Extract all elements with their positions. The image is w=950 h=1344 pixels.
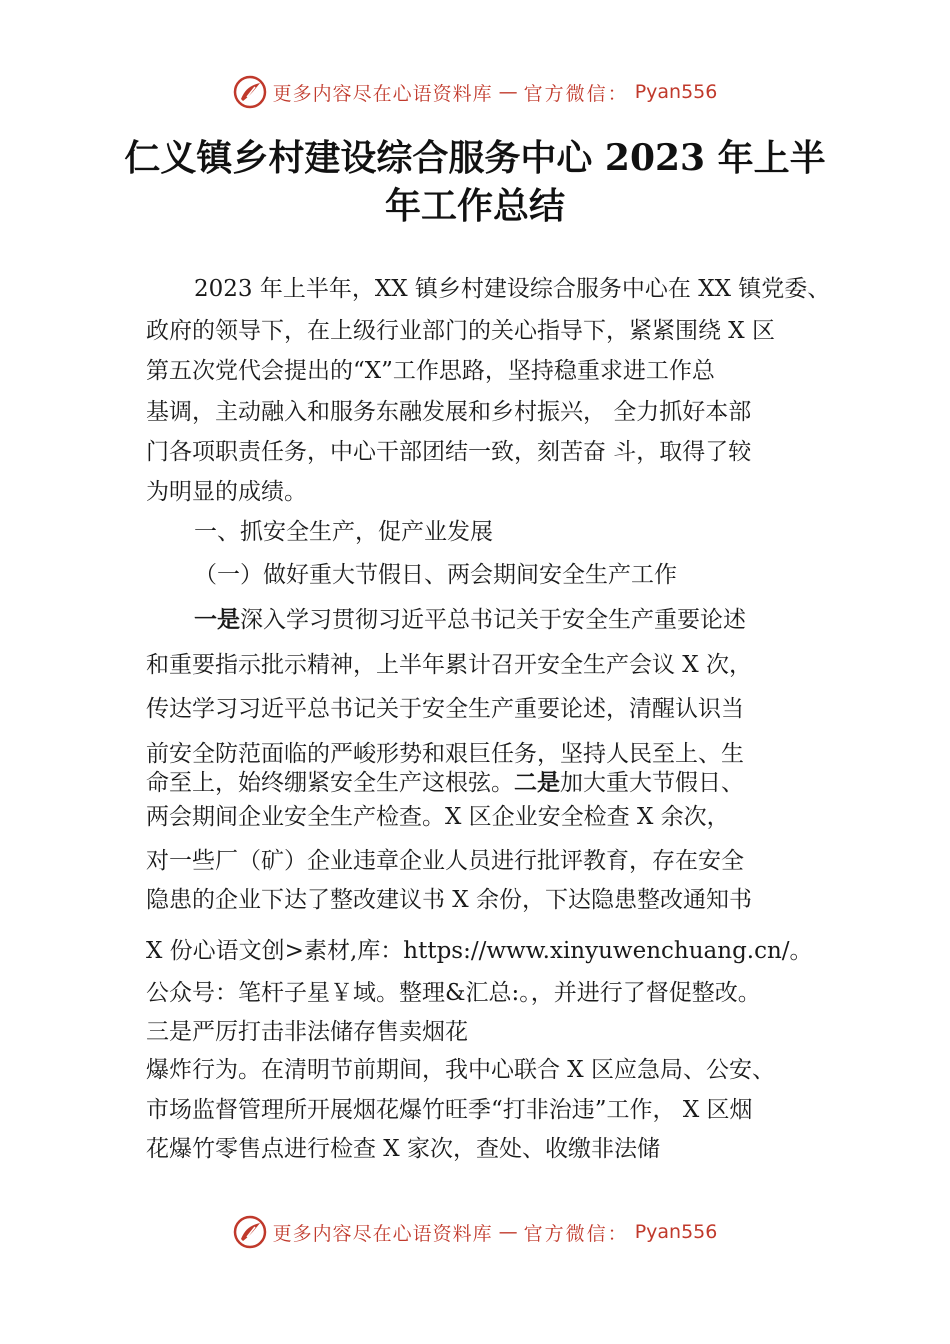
- body-text: 加大重大节假日、: [560, 770, 744, 796]
- header-wechat-label: 官方微信：: [523, 82, 629, 105]
- body-line: 传达学习习近平总书记关于安全生产重要论述，清醒认识当: [146, 696, 744, 722]
- footer-wechat-label: 官方微信：: [523, 1222, 629, 1245]
- brand-logo-icon: [233, 75, 267, 109]
- body-line: 公众号：笔杆子星￥域。整理&汇总:。，并进行了督促整改。: [146, 980, 761, 1006]
- body-line: 三是严厉打击非法储存售卖烟花: [146, 1019, 468, 1045]
- body-line: 前安全防范面临的严峻形势和艰巨任务，坚持人民至上、生: [146, 741, 744, 767]
- footer-brand-text: 更多内容尽在心语资料库: [272, 1222, 493, 1245]
- body-line: 市场监督管理所开展烟花爆竹旺季“打非治违”工作， X 区烟: [146, 1097, 753, 1123]
- subsection-heading: （一）做好重大节假日、两会期间安全生产工作: [194, 562, 677, 588]
- body-line: 2023 年上半年，XX 镇乡村建设综合服务中心在 XX 镇党委、: [194, 276, 831, 302]
- body-line: 为明显的成绩。: [146, 479, 307, 505]
- header-brand-text: 更多内容尽在心语资料库: [272, 82, 493, 105]
- body-line: X 份心语文创>素材,库：https://www.xinyuwenchuang.cn/。: [146, 938, 813, 964]
- body-line: [146, 768, 744, 798]
- brand-logo-icon: [233, 1215, 267, 1249]
- body-line: 政府的领导下，在上级行业部门的关心指导下，紧紧围绕 X 区: [146, 318, 775, 344]
- body-line: 第五次党代会提出的“X”工作思路，坚持稳重求进工作总: [146, 358, 715, 384]
- header-banner: [0, 72, 950, 112]
- footer-account: Pyan556: [634, 1221, 718, 1243]
- body-line: 对一些厂（矿）企业违章企业人员进行批评教育，存在安全: [146, 848, 744, 874]
- body-line: 基调，主动融入和服务东融发展和乡村振兴， 全力抓好本部: [146, 399, 752, 425]
- body-line: 门各项职责任务，中心干部团结一致，刻苦奋 斗，取得了较: [146, 439, 752, 465]
- body-text: 命至上，始终绷紧安全生产这根弦。: [146, 770, 514, 796]
- section-heading: 一、抓安全生产，促产业发展: [194, 519, 493, 545]
- body-text: 深入学习贯彻习近平总书记关于安全生产重要论述: [240, 607, 746, 633]
- body-line: 两会期间企业安全生产检查。X 区企业安全检查 X 余次，: [146, 804, 730, 830]
- body-line: 爆炸行为。在清明节前期间，我中心联合 X 区应急局、公安、: [146, 1057, 775, 1083]
- footer-banner: [0, 1212, 950, 1252]
- body-line: 花爆竹零售点进行检查 X 家次，查处、收缴非法储: [146, 1136, 660, 1162]
- document-title-line-2: 年工作总结: [384, 185, 565, 227]
- header-separator: —: [498, 81, 518, 103]
- emphasis-label: 二是: [514, 770, 560, 796]
- body-line: 和重要指示批示精神，上半年累计召开安全生产会议 X 次，: [146, 652, 752, 678]
- header-account: Pyan556: [634, 81, 718, 103]
- emphasis-label: 一是: [194, 607, 240, 633]
- document-title-line-1: 仁义镇乡村建设综合服务中心 2023 年上半: [124, 137, 826, 179]
- footer-separator: —: [498, 1221, 518, 1243]
- body-line: 隐患的企业下达了整改建议书 X 余份，下达隐患整改通知书: [146, 887, 752, 913]
- body-line: [194, 605, 746, 635]
